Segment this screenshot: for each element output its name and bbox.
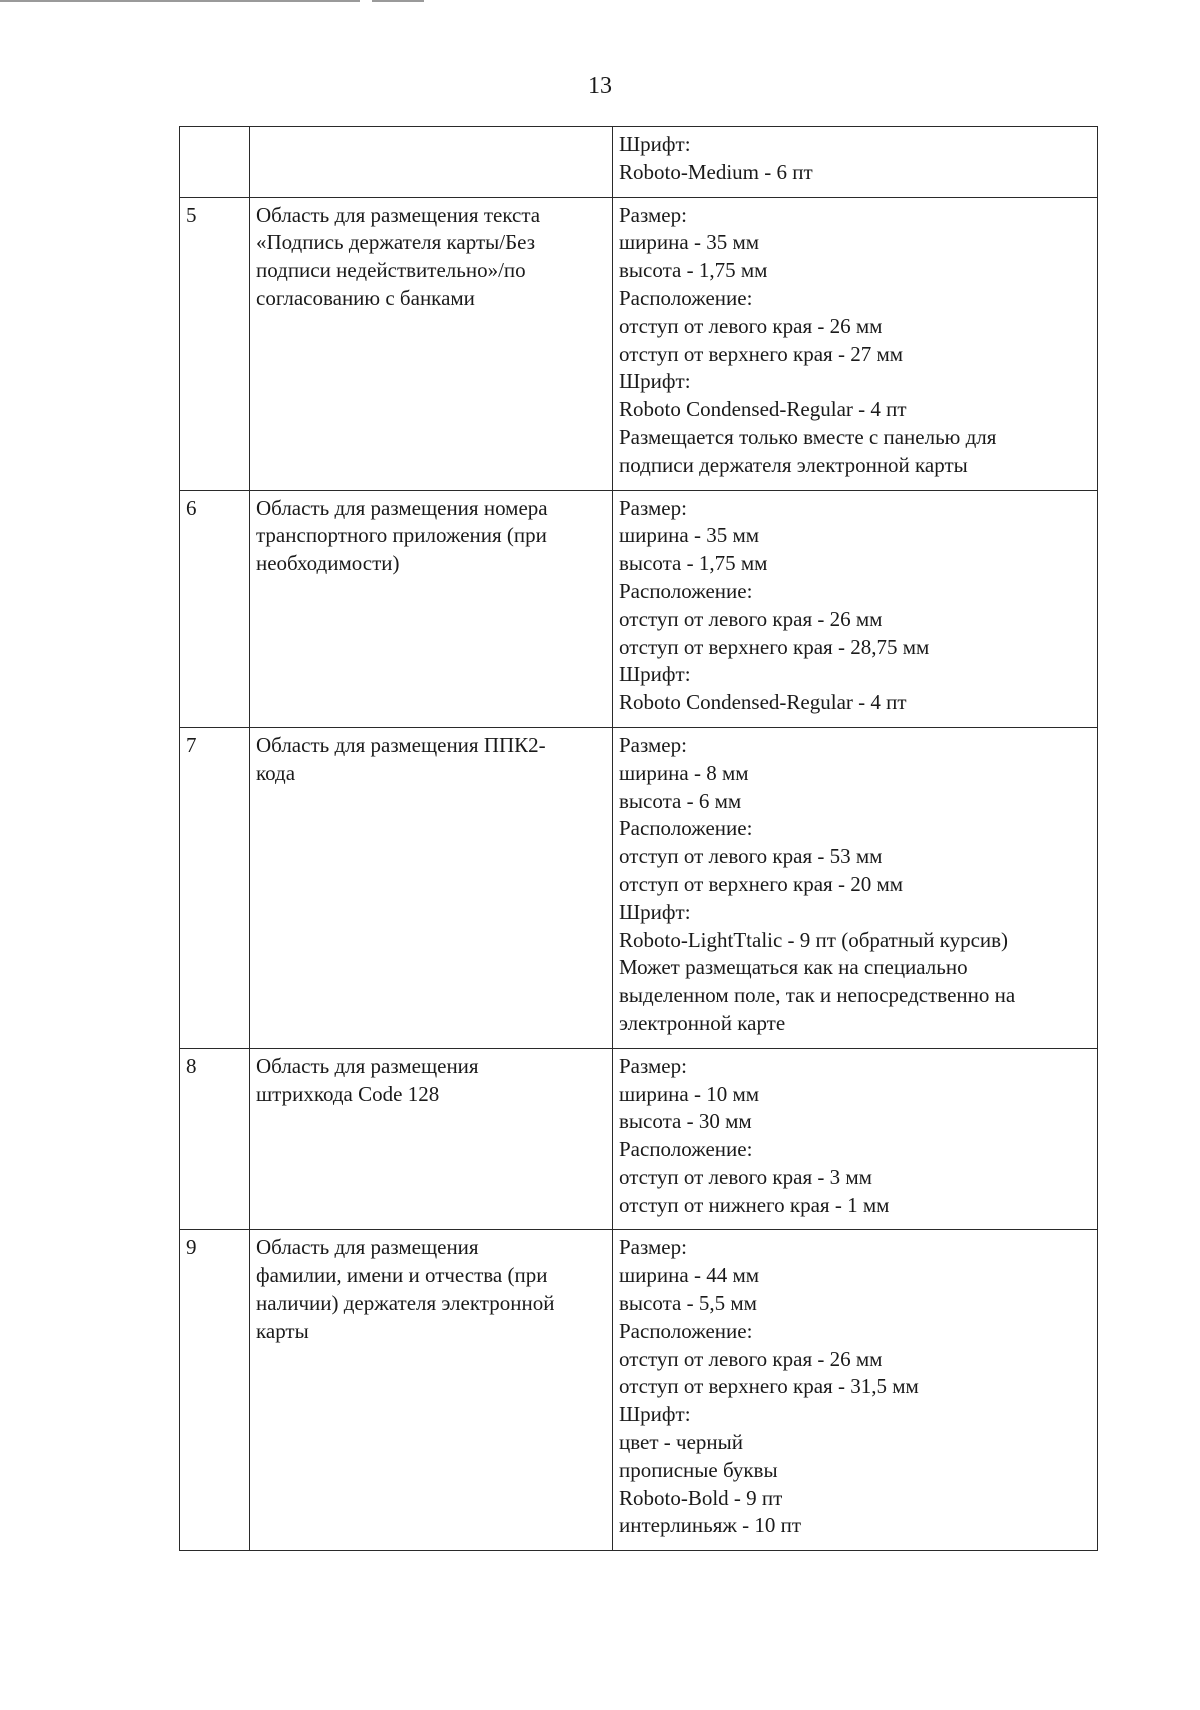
parameter-line: Расположение: xyxy=(619,1137,753,1162)
description-line: наличии) держателя электронной xyxy=(256,1291,555,1316)
parameter-line: Расположение: xyxy=(619,285,753,310)
row-number: 6 xyxy=(186,495,197,520)
description-line: штрихкода Code 128 xyxy=(256,1081,440,1106)
row-number: 8 xyxy=(186,1053,197,1078)
table-row xyxy=(180,127,1098,198)
parameter-line: Roboto-LightTtalic - 9 пт (обратный курсив) xyxy=(619,927,1009,952)
parameter-line: Roboto-Bold - 9 пт xyxy=(619,1485,783,1510)
table-row xyxy=(180,1230,1098,1551)
description-line: кода xyxy=(256,760,296,785)
parameter-line: Roboto Condensed-Regular - 4 пт xyxy=(619,397,907,422)
parameter-line: электронной карте xyxy=(619,1010,786,1035)
scan-edge-mark xyxy=(372,0,424,2)
parameter-line: Шрифт: xyxy=(619,899,691,924)
description-line: Область для размещения ППК2- xyxy=(256,732,546,757)
row-number: 9 xyxy=(186,1235,197,1260)
description-line: Область для размещения xyxy=(256,1053,479,1078)
row-number-cell xyxy=(180,490,250,727)
row-number-cell xyxy=(180,197,250,490)
parameter-line: выделенном поле, так и непосредственно на xyxy=(619,983,1016,1008)
parameter-line: высота - 5,5 мм xyxy=(619,1291,757,1316)
parameter-line: Roboto Condensed-Regular - 4 пт xyxy=(619,690,907,715)
description-line: «Подпись держателя карты/Без xyxy=(256,230,536,255)
element-description-cell xyxy=(250,1230,613,1551)
parameter-line: Шрифт: xyxy=(619,369,691,394)
parameter-line: Размер: xyxy=(619,495,687,520)
parameter-line: Расположение: xyxy=(619,578,753,603)
row-number-cell xyxy=(180,1230,250,1551)
parameter-line: отступ от левого края - 26 мм xyxy=(619,606,883,631)
parameter-line: отступ от левого края - 26 мм xyxy=(619,1346,883,1371)
parameter-line: отступ от левого края - 26 мм xyxy=(619,313,883,338)
parameter-line: Шрифт: xyxy=(619,662,691,687)
parameter-line: ширина - 10 мм xyxy=(619,1081,760,1106)
parameter-line: Roboto-Medium - 6 пт xyxy=(619,159,813,184)
parameter-line: отступ от верхнего края - 27 мм xyxy=(619,341,904,366)
row-number-cell xyxy=(180,727,250,1048)
parameter-line: ширина - 35 мм xyxy=(619,523,760,548)
parameter-line: Может размещаться как на специально xyxy=(619,955,968,980)
table-row xyxy=(180,1048,1098,1230)
element-description-cell xyxy=(250,197,613,490)
element-description-cell xyxy=(250,1048,613,1230)
parameter-line: Расположение: xyxy=(619,1318,753,1343)
element-description-cell xyxy=(250,490,613,727)
description-line: фамилии, имени и отчества (при xyxy=(256,1263,548,1288)
description-line: согласованию с банками xyxy=(256,285,475,310)
table-row xyxy=(180,490,1098,727)
description-line: транспортного приложения (при xyxy=(256,523,547,548)
parameter-line: Шрифт: xyxy=(619,132,691,156)
description-line: карты xyxy=(256,1318,309,1343)
table-row xyxy=(180,727,1098,1048)
parameter-line: высота - 6 мм xyxy=(619,788,742,813)
element-parameters-cell xyxy=(613,490,1098,727)
element-parameters-cell xyxy=(613,127,1098,198)
parameter-line: Размер: xyxy=(619,202,687,227)
parameter-line: интерлиньяж - 10 пт xyxy=(619,1513,802,1538)
parameter-line: Шрифт: xyxy=(619,1402,691,1427)
parameter-line: Размещается только вместе с панелью для xyxy=(619,424,997,449)
row-number: 7 xyxy=(186,732,197,757)
parameter-line: ширина - 35 мм xyxy=(619,230,760,255)
element-parameters-cell xyxy=(613,1048,1098,1230)
parameter-line: цвет - черный xyxy=(619,1430,743,1455)
element-parameters-cell xyxy=(613,197,1098,490)
parameter-line: ширина - 44 мм xyxy=(619,1263,760,1288)
page-number: 13 xyxy=(588,73,612,99)
parameter-line: отступ от верхнего края - 20 мм xyxy=(619,871,904,896)
table-row xyxy=(180,197,1098,490)
element-parameters-cell xyxy=(613,727,1098,1048)
parameter-line: высота - 1,75 мм xyxy=(619,258,768,283)
parameter-line: Размер: xyxy=(619,1235,687,1260)
description-line: подписи недействительно»/по xyxy=(256,258,526,283)
parameter-line: прописные буквы xyxy=(619,1457,778,1482)
parameter-line: отступ от левого края - 53 мм xyxy=(619,844,883,869)
description-line: Область для размещения текста xyxy=(256,202,541,227)
specification-table xyxy=(179,126,1098,1551)
description-line: необходимости) xyxy=(256,551,400,576)
description-line: Область для размещения номера xyxy=(256,495,548,520)
row-number: 5 xyxy=(186,202,197,227)
parameter-line: подписи держателя электронной карты xyxy=(619,452,968,477)
parameter-line: Размер: xyxy=(619,732,687,757)
element-description-cell xyxy=(250,127,613,198)
description-line: Область для размещения xyxy=(256,1235,479,1260)
parameter-line: отступ от верхнего края - 28,75 мм xyxy=(619,634,930,659)
scan-edge-mark xyxy=(0,0,360,2)
parameter-line: высота - 30 мм xyxy=(619,1109,752,1134)
element-parameters-cell xyxy=(613,1230,1098,1551)
parameter-line: Размер: xyxy=(619,1053,687,1078)
parameter-line: отступ от нижнего края - 1 мм xyxy=(619,1192,890,1217)
row-number-cell xyxy=(180,1048,250,1230)
row-number-cell xyxy=(180,127,250,198)
parameter-line: высота - 1,75 мм xyxy=(619,551,768,576)
parameter-line: ширина - 8 мм xyxy=(619,760,749,785)
parameter-line: отступ от верхнего края - 31,5 мм xyxy=(619,1374,919,1399)
parameter-line: Расположение: xyxy=(619,816,753,841)
specification-table-body xyxy=(180,127,1098,1551)
element-description-cell xyxy=(250,727,613,1048)
parameter-line: отступ от левого края - 3 мм xyxy=(619,1164,872,1189)
